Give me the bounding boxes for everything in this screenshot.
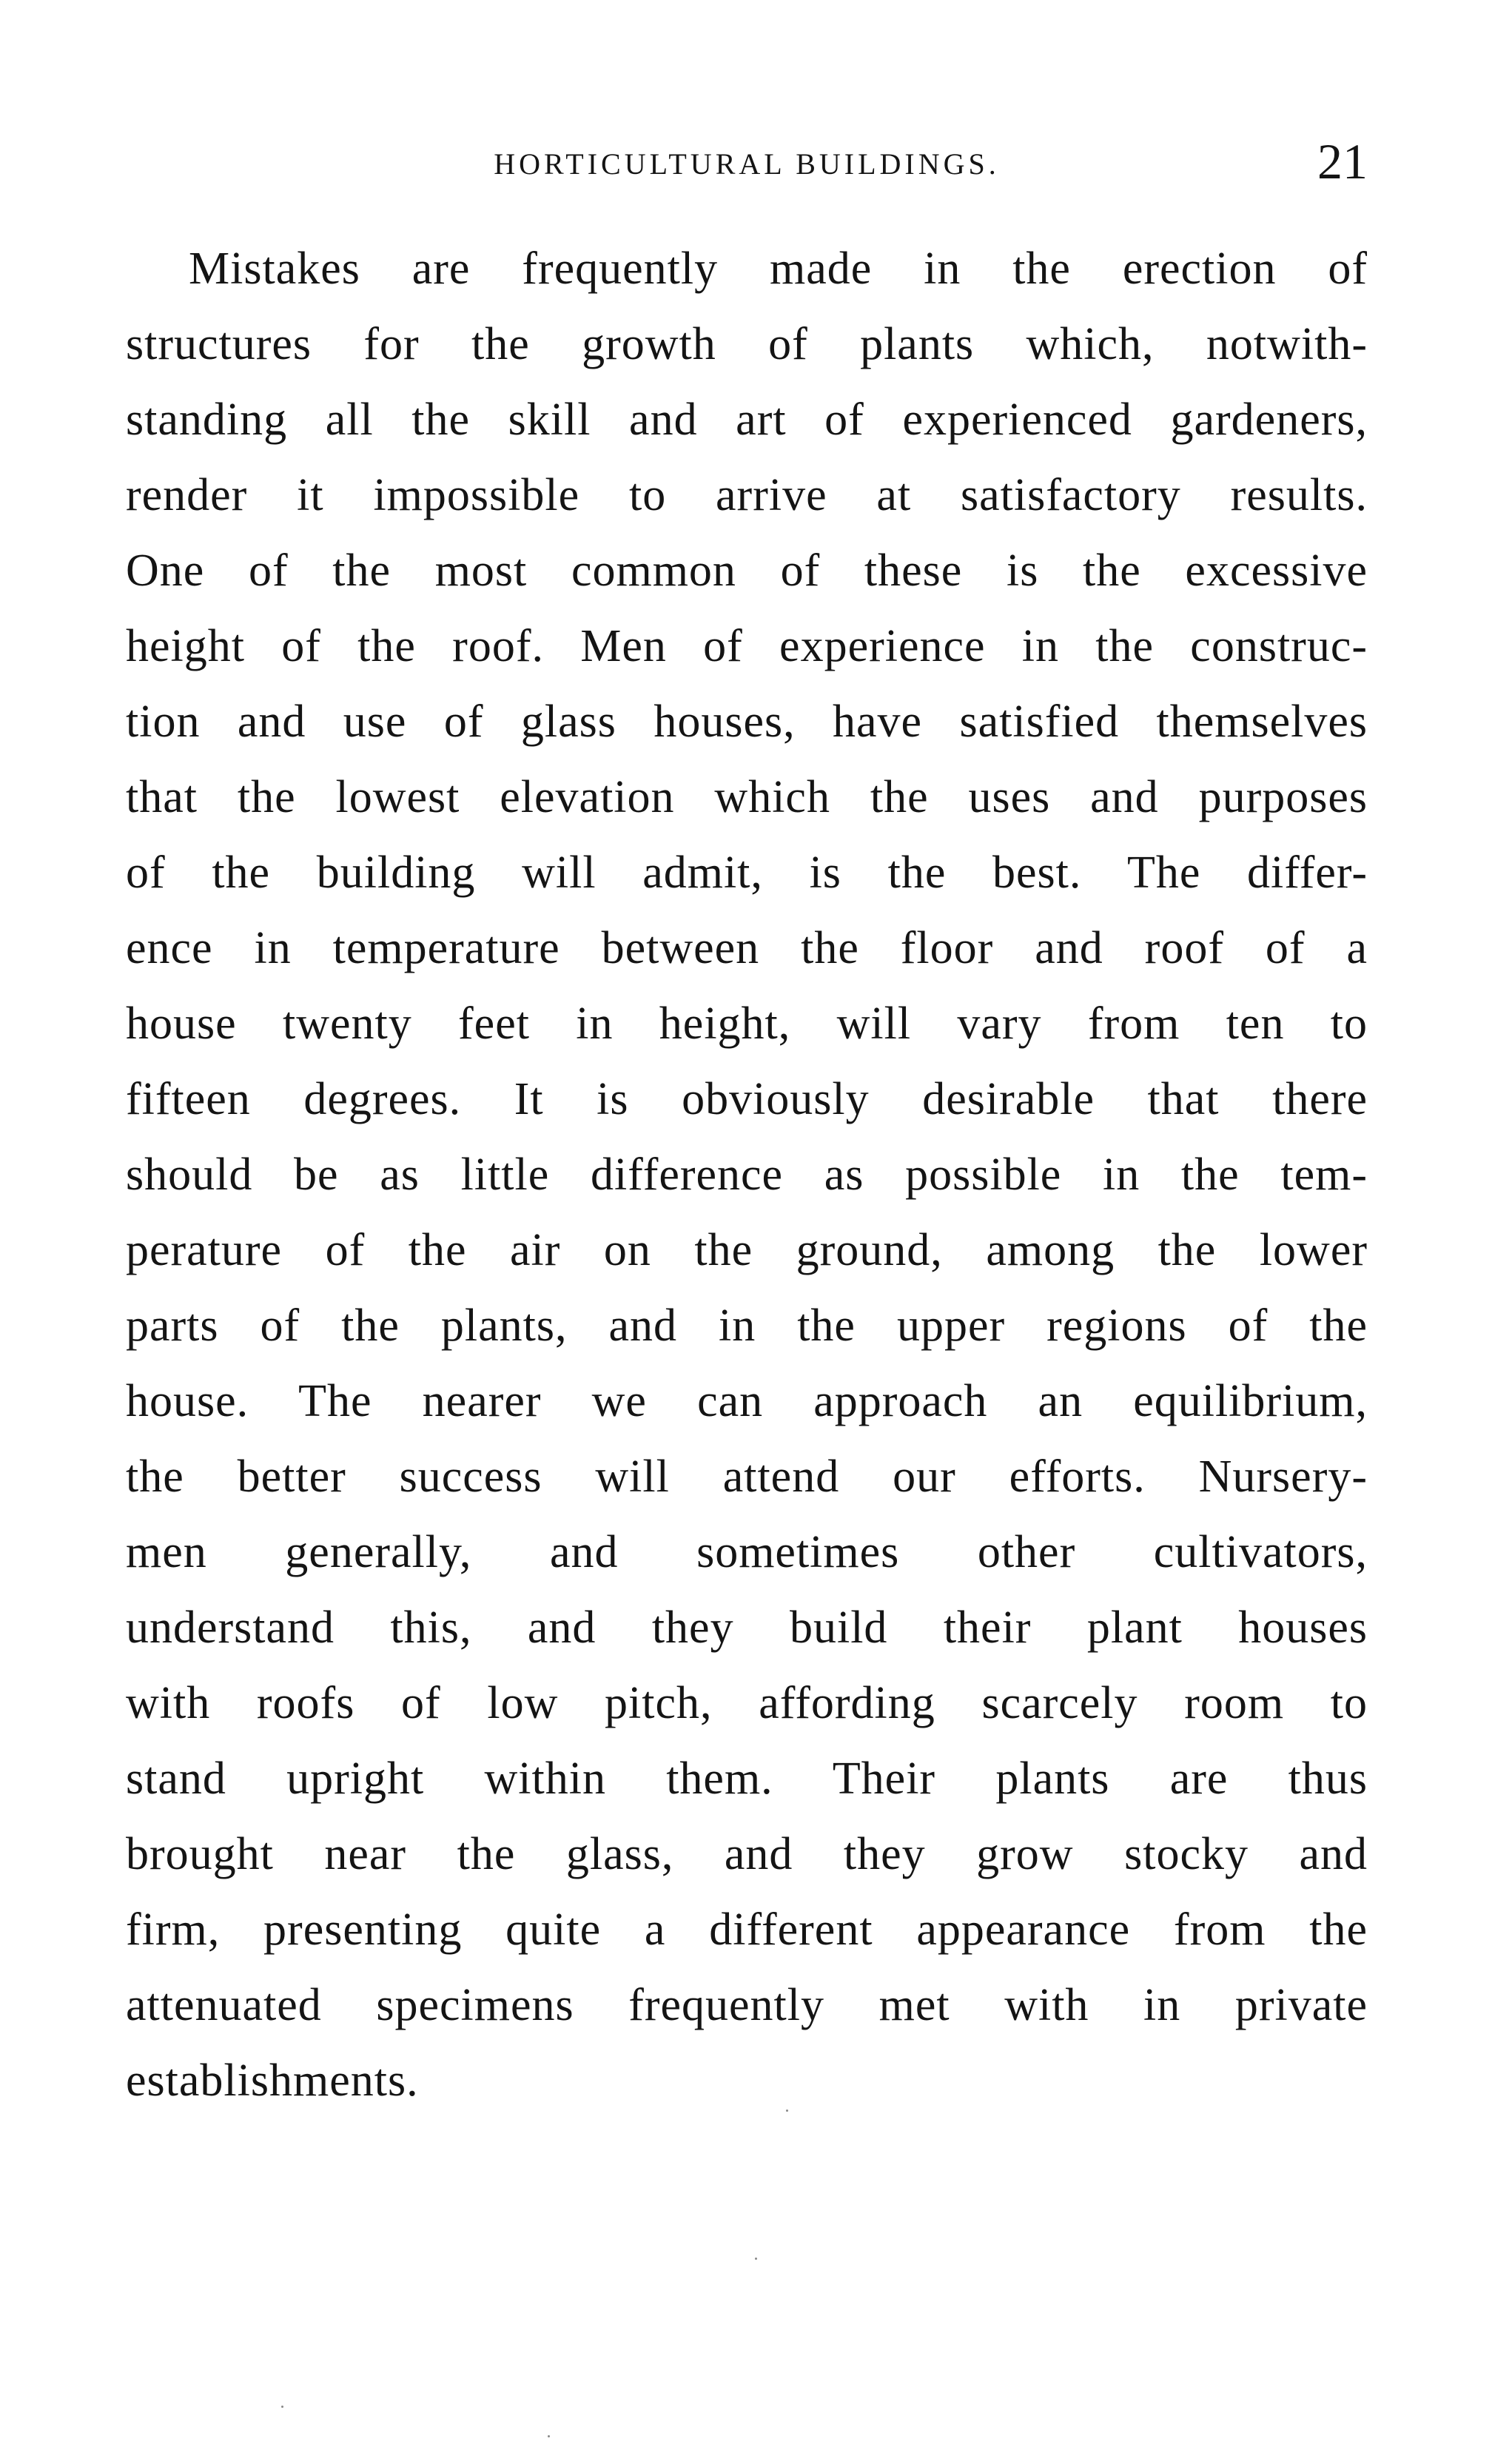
text-line: perature of the air on the ground, among the lower: [126, 1225, 1368, 1275]
text-line: structures for the growth of plants which, notwith-: [126, 319, 1368, 369]
paper-speck: [755, 2258, 757, 2260]
text-line: render it impossible to arrive at satisfactory results.: [126, 470, 1368, 520]
text-line: fifteen degrees. It is obviously desirable that there: [126, 1074, 1368, 1124]
text-line: the better success will attend our efforts. Nursery-: [126, 1451, 1368, 1502]
text-line: understand this, and they build their plant houses: [126, 1602, 1368, 1653]
text-line: of the building will admit, is the best. The differ-: [126, 848, 1368, 898]
text-line: with roofs of low pitch, affording scarcely room to: [126, 1678, 1368, 1728]
text-line: standing all the skill and art of experienced gardeners,: [126, 395, 1368, 445]
paper-speck: [281, 2406, 283, 2408]
text-line: tion and use of glass houses, have satisfied themselves: [126, 697, 1368, 747]
text-line: One of the most common of these is the excessive: [126, 546, 1368, 596]
running-head: [126, 132, 1368, 198]
page-number: 21: [1317, 133, 1368, 189]
text-line: firm, presenting quite a different appearance from the: [126, 1904, 1368, 1955]
text-line: that the lowest elevation which the uses and purposes: [126, 772, 1368, 822]
text-line: house. The nearer we can approach an equilibrium,: [126, 1376, 1368, 1426]
text-line: house twenty feet in height, will vary from ten to: [126, 999, 1368, 1049]
text-line: should be as little difference as possible in the tem-: [126, 1150, 1368, 1200]
text-line: ence in temperature between the floor and roof of a: [126, 923, 1368, 973]
text-line: height of the roof. Men of experience in the construc-: [126, 621, 1368, 671]
text-line: men generally, and sometimes other cultivators,: [126, 1527, 1368, 1577]
text-line: stand upright within them. Their plants are thus: [126, 1753, 1368, 1804]
text-line: attenuated specimens frequently met with in private: [126, 1980, 1368, 2030]
text-line: brought near the glass, and they grow stocky and: [126, 1829, 1368, 1879]
paper-speck: [548, 2435, 550, 2437]
text-line: Mistakes are frequently made in the erection of: [189, 244, 1368, 294]
body-paragraph: [126, 231, 1368, 2118]
running-title: HORTICULTURAL BUILDINGS.: [494, 147, 1000, 181]
paper-speck: [786, 2110, 788, 2112]
text-line: parts of the plants, and in the upper regions of the: [126, 1300, 1368, 1351]
text-line: establishments.: [126, 2055, 419, 2106]
